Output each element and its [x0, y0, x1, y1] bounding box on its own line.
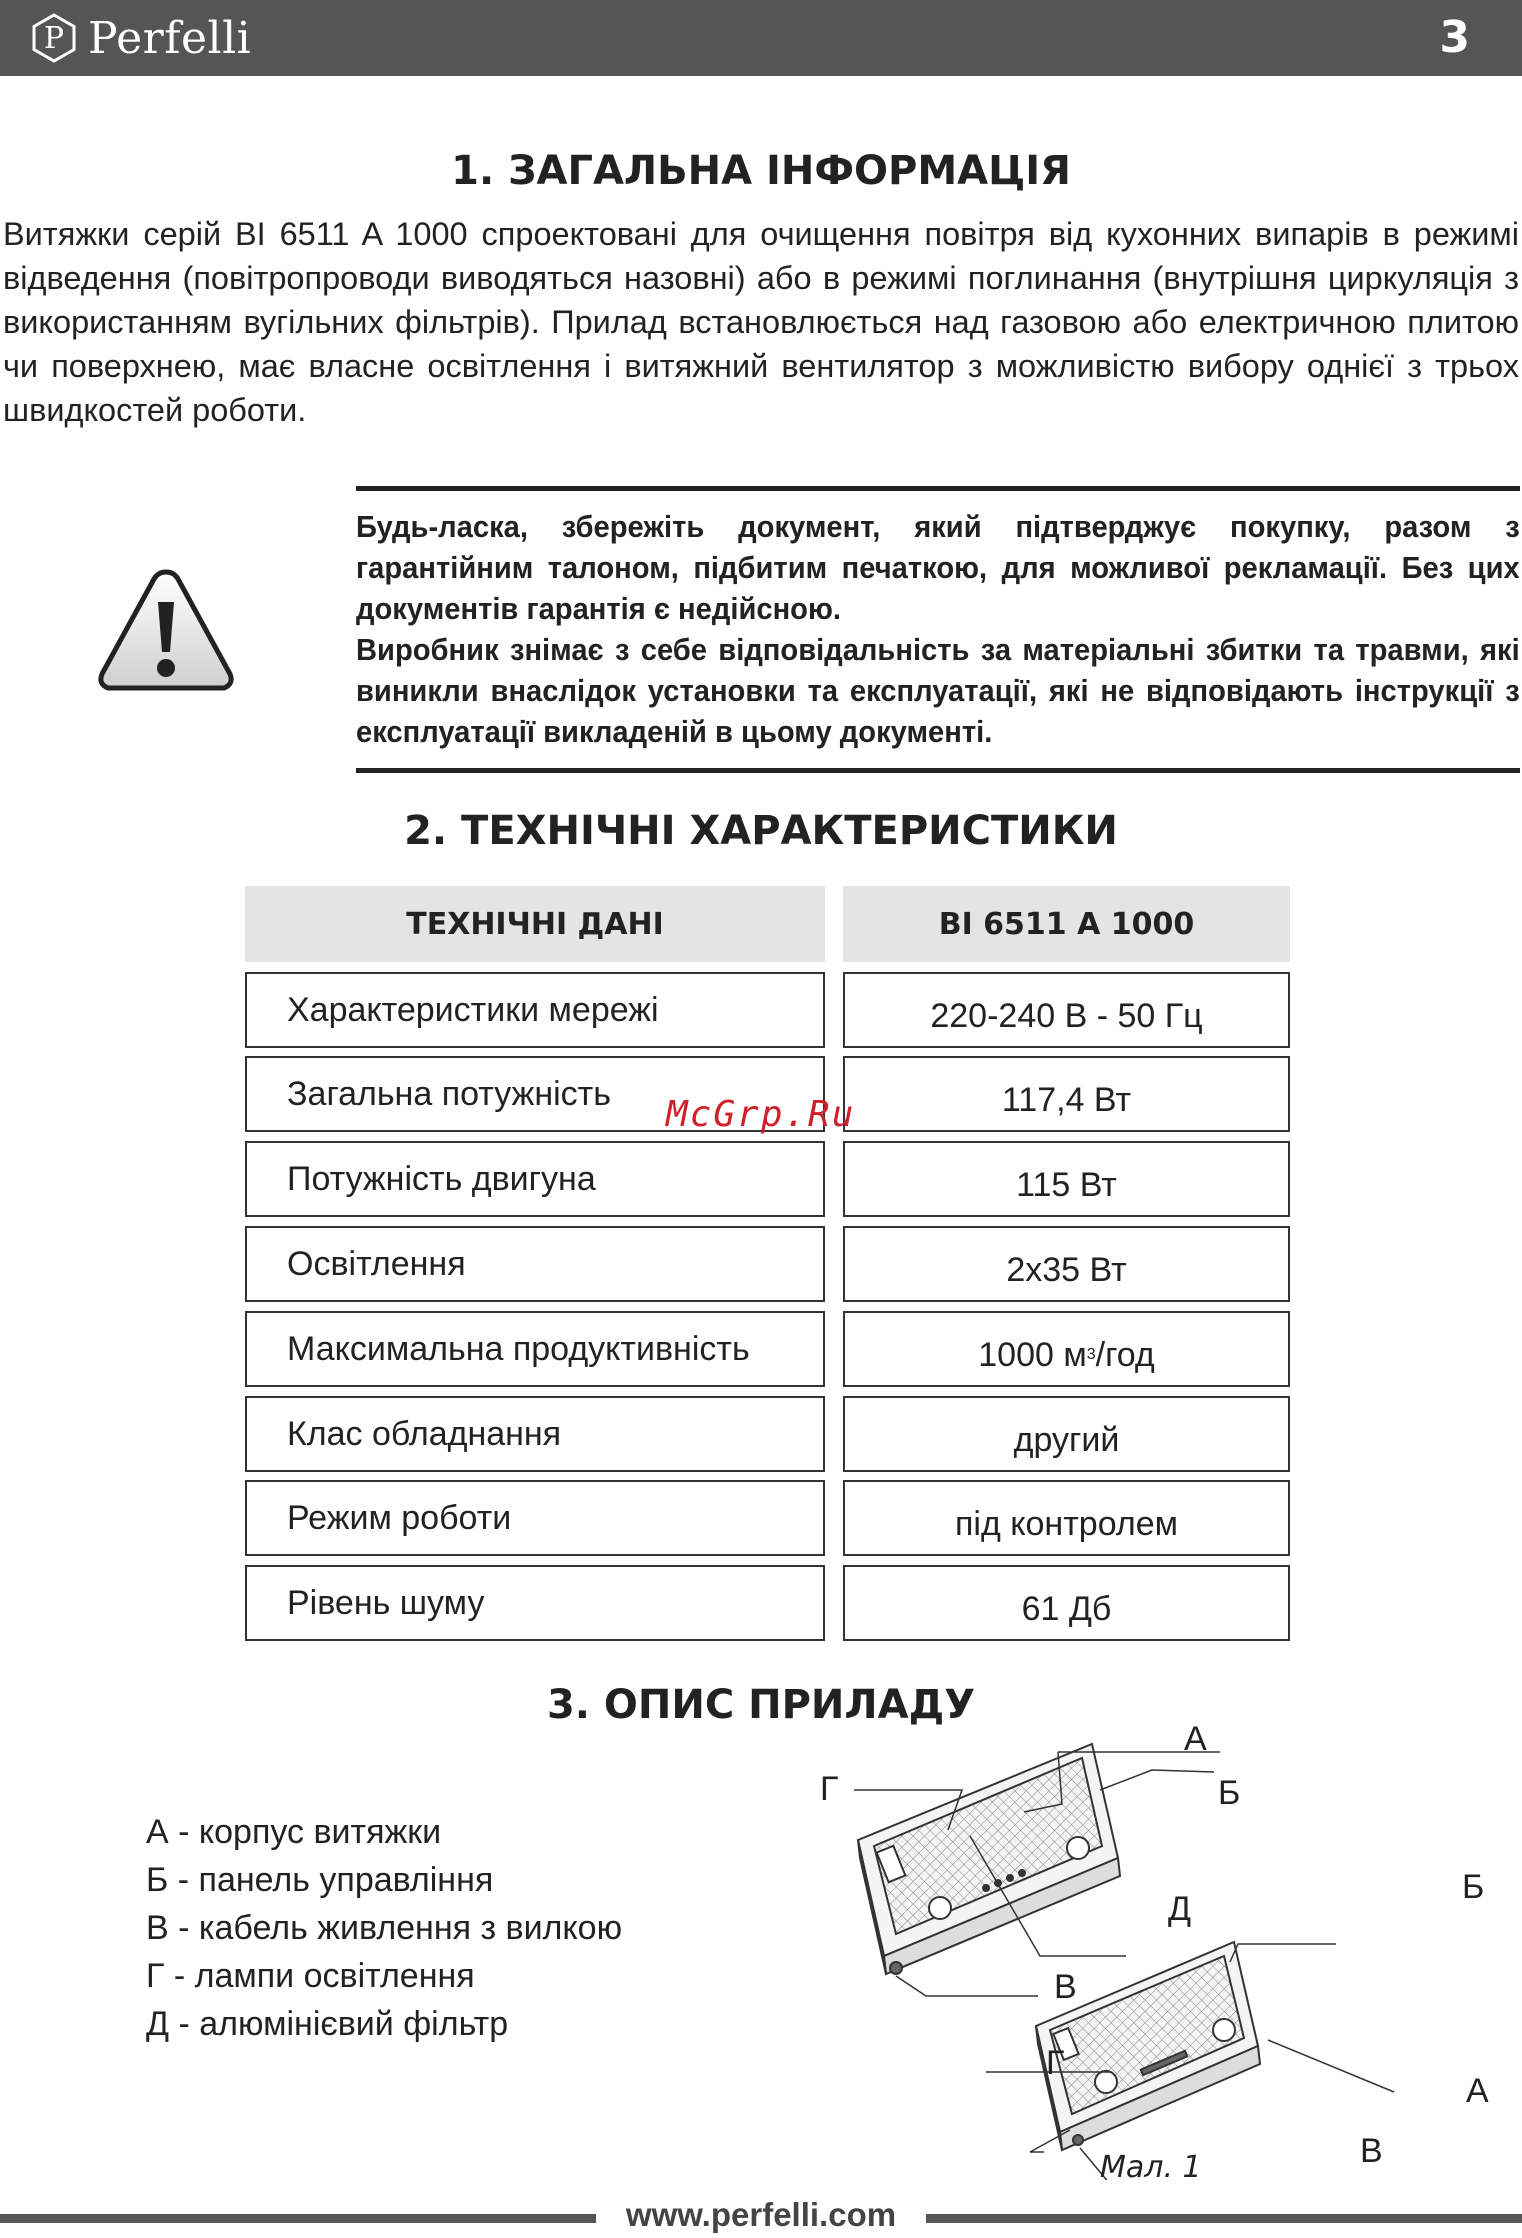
hood-top-view: [858, 1744, 1120, 1974]
label-b-bottom: Б: [1462, 1868, 1485, 1906]
warning-top-rule: [356, 486, 1520, 491]
spec-value: 220-240 В - 50 Гц: [843, 972, 1290, 1048]
spec-row: [0, 1480, 1522, 1556]
spec-value-unit: /год: [1095, 1335, 1155, 1374]
spec-row: [0, 1226, 1522, 1302]
figure-caption: Мал. 1: [1100, 2150, 1202, 2185]
spec-row: [0, 972, 1522, 1048]
spec-row: [0, 1311, 1522, 1387]
brand-logo: [28, 10, 251, 66]
list-item: А - корпус витяжки: [146, 1813, 442, 1851]
section2-title: 2. ТЕХНІЧНІ ХАРАКТЕРИСТИКИ: [404, 808, 1118, 854]
warning-bottom-rule: [356, 768, 1520, 773]
parts-list: [146, 1808, 622, 2048]
perfelli-logo-icon: [28, 12, 80, 64]
spec-param: Освітлення: [245, 1226, 825, 1302]
footer-rule-left: [0, 2214, 596, 2223]
warning-text: [356, 506, 1520, 752]
list-item: В - кабель живлення з вилкою: [146, 1909, 623, 1947]
spec-param: Загальна потужність: [245, 1056, 825, 1132]
page-number: 3: [1439, 12, 1470, 63]
brand-name: Perfelli: [88, 12, 252, 64]
svg-text:P: P: [43, 21, 65, 56]
warning-paragraph-2: Виробник знімає з себе відповідальність за матеріальні збитки та травми, які виникли внаслідок установки та експлуатації, які не відповідають інструкції з експлуатації викладеній в цьому документі.: [356, 632, 1520, 749]
spec-row: [0, 1396, 1522, 1472]
label-v-top: В: [1054, 1968, 1077, 2006]
spec-row: [0, 1141, 1522, 1217]
label-d: Д: [1168, 1890, 1192, 1928]
footer-url: www.perfelli.com: [625, 2196, 897, 2233]
label-b-top: Б: [1218, 1774, 1241, 1812]
spec-value: 115 Вт: [843, 1141, 1290, 1217]
spec-value: 2х35 Вт: [843, 1226, 1290, 1302]
section3-title: 3. ОПИС ПРИЛАДУ: [546, 1682, 976, 1728]
spec-param: Потужність двигуна: [245, 1141, 825, 1217]
watermark: McGrp.Ru: [666, 1094, 856, 1135]
spec-value: [843, 1311, 1290, 1387]
spec-value: 117,4 Вт: [843, 1056, 1290, 1132]
spec-value: другий: [843, 1396, 1290, 1472]
spec-value: під контролем: [843, 1480, 1290, 1556]
hood-diagram: [800, 1700, 1520, 2180]
warning-paragraph-1: Будь-ласка, збережіть документ, який підтверджує покупку, разом з гарантійним талоном, підбитим печаткою, для можливої рекламації. Без цих документів гарантія є недійсною.: [356, 509, 1520, 626]
label-v-bottom: В: [1360, 2132, 1383, 2170]
spec-value-sup: 3: [1086, 1346, 1096, 1363]
spec-row: [0, 1565, 1522, 1641]
section1-body: Витяжки серій BI 6511 A 1000 спроектовані для очищення повітря від кухонних випарів в режимі відведення (повітропроводи виводяться назовні) або в режимі поглинання (внутрішня циркуляція з використанням вугільних фільтрів). Прилад встановлюється над газовою або електричною плитою чи поверхнею, має власне освітлення і витяжний вентилятор з можливістю вибору однієї з трьох швидкостей роботи.: [3, 216, 1519, 428]
label-a-bottom: А: [1466, 2072, 1489, 2110]
list-item: Б - панель управління: [146, 1861, 494, 1899]
list-item: Д - алюмінієвий фільтр: [146, 2005, 509, 2043]
spec-param: Режим роботи: [245, 1480, 825, 1556]
warning-icon: [96, 566, 236, 698]
spec-param: Клас обладнання: [245, 1396, 825, 1472]
spec-param: Максимальна продуктивність: [245, 1311, 825, 1387]
section1-title: 1. ЗАГАЛЬНА ІНФОРМАЦІЯ: [451, 148, 1071, 194]
label-a-top: А: [1184, 1720, 1207, 1758]
spec-value-number: 1000 м: [978, 1335, 1087, 1374]
page-header: [0, 0, 1522, 76]
label-g-bottom: Г: [1046, 2044, 1065, 2082]
label-g-top: Г: [820, 1770, 839, 1808]
spec-param: Характеристики мережі: [245, 972, 825, 1048]
spec-header-model: BI 6511 A 1000: [843, 886, 1290, 962]
list-item: Г - лампи освітлення: [146, 1957, 475, 1995]
spec-value: 61 Дб: [843, 1565, 1290, 1641]
spec-param: Рівень шуму: [245, 1565, 825, 1641]
spec-header-param: ТЕХНІЧНІ ДАНІ: [245, 886, 825, 962]
footer-rule-right: [926, 2214, 1522, 2223]
hood-illustration: [800, 1700, 1520, 2180]
